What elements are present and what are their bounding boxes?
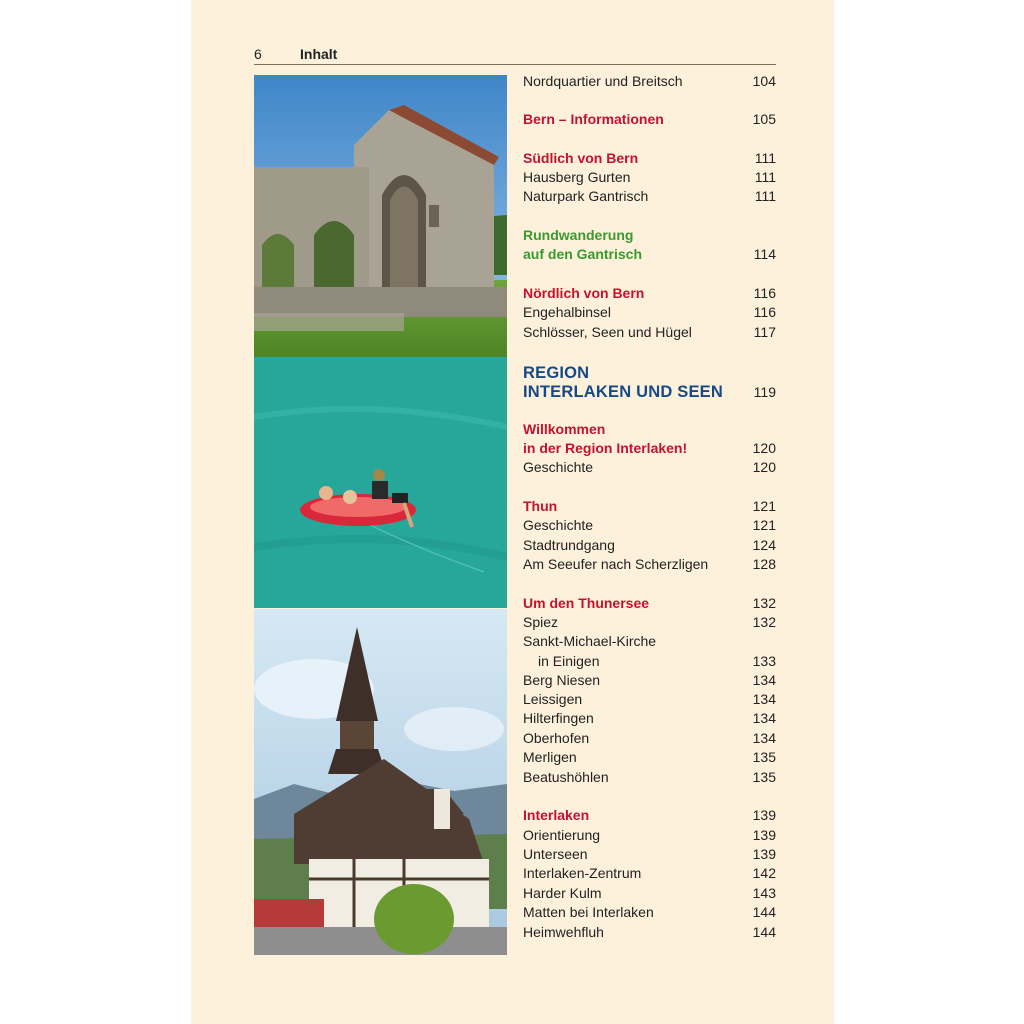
toc-entry-label: Harder Kulm xyxy=(523,885,602,901)
toc-row xyxy=(523,826,776,845)
toc-row xyxy=(523,149,776,168)
toc-entry-page: 105 xyxy=(752,111,776,127)
toc-row xyxy=(523,903,776,922)
toc-entry-label: Naturpark Gantrisch xyxy=(523,188,649,204)
toc-entry-label: Schlösser, Seen und Hügel xyxy=(523,324,692,340)
toc-entry-page: 116 xyxy=(753,285,776,301)
toc-entry-label: in Einigen xyxy=(538,653,600,669)
toc-entry-label: Spiez xyxy=(523,614,559,630)
toc-entry-page: 124 xyxy=(752,537,776,553)
toc-entry-label: Engehalbinsel xyxy=(523,304,611,320)
toc-entry-label: Merligen xyxy=(523,749,577,765)
toc-entry-page: 142 xyxy=(752,865,776,881)
toc-row xyxy=(523,226,776,245)
toc-entry-page: 104 xyxy=(752,73,776,89)
toc-entry-page: 116 xyxy=(753,304,776,320)
toc-row xyxy=(523,923,776,942)
toc-entry-label: Beatushöhlen xyxy=(523,769,609,785)
photo-raft-lake xyxy=(254,357,507,608)
toc-entry-page: 120 xyxy=(752,459,776,475)
toc-row xyxy=(523,806,776,825)
toc-entry-label: Thun xyxy=(523,498,558,514)
toc-entry-page: 143 xyxy=(752,885,776,901)
toc-row xyxy=(523,72,776,91)
toc-entry-label: Geschichte xyxy=(523,517,594,533)
toc-entry-label: Geschichte xyxy=(523,459,594,475)
toc-entry-label: INTERLAKEN UND SEEN xyxy=(523,383,723,401)
toc-entry-page: 121 xyxy=(752,517,776,533)
toc-row xyxy=(523,303,776,322)
toc-entry-page: 114 xyxy=(753,246,776,262)
toc-entry-page: 128 xyxy=(752,556,776,572)
toc-entry-label: Matten bei Interlaken xyxy=(523,904,654,920)
toc-row xyxy=(523,884,776,903)
toc-entry-page: 132 xyxy=(752,595,776,611)
toc-row xyxy=(523,652,776,671)
toc-row xyxy=(523,709,776,728)
toc-entry-label: Rundwanderung xyxy=(523,227,634,243)
toc-row xyxy=(523,729,776,748)
toc-entry-page: 117 xyxy=(753,324,776,340)
toc-entry-label: Orientierung xyxy=(523,827,601,843)
toc-row xyxy=(523,497,776,516)
toc-row xyxy=(523,245,776,264)
toc-row xyxy=(523,845,776,864)
toc-entry-page: 139 xyxy=(752,807,776,823)
toc-entry-page: 135 xyxy=(752,769,776,785)
toc-entry-page: 111 xyxy=(754,188,776,204)
toc-row xyxy=(523,768,776,787)
toc-entry-page: 120 xyxy=(752,440,776,456)
toc-entry-page: 139 xyxy=(752,827,776,843)
toc-entry-label: Leissigen xyxy=(523,691,583,707)
toc-entry-page: 144 xyxy=(752,924,776,940)
photo-church-spire xyxy=(254,609,507,955)
toc-entry-label: Südlich von Bern xyxy=(523,150,639,166)
toc-entry-label: Hilterfingen xyxy=(523,710,594,726)
toc-entry-label: Sankt-Michael-Kirche xyxy=(523,633,657,649)
toc-entry-label: Bern – Informationen xyxy=(523,111,664,127)
toc-entry-page: 119 xyxy=(753,384,776,400)
toc-row xyxy=(523,671,776,690)
toc-row xyxy=(523,613,776,632)
toc-entry-label: Nordquartier und Breitsch xyxy=(523,73,683,89)
toc-row xyxy=(523,364,776,383)
toc-entry-page: 121 xyxy=(752,498,776,514)
toc-row xyxy=(523,748,776,767)
toc-entry-label: Nördlich von Bern xyxy=(523,285,645,301)
photo-chapel-ruin xyxy=(254,75,507,357)
toc-entry-page: 134 xyxy=(752,710,776,726)
page-header xyxy=(254,44,776,65)
page-number: 6 xyxy=(254,46,262,62)
toc-row xyxy=(523,187,776,206)
toc-entry-label: Um den Thunersee xyxy=(523,595,650,611)
toc-entry-label: Oberhofen xyxy=(523,730,590,746)
toc-entry-label: Stadtrundgang xyxy=(523,537,615,553)
toc-row xyxy=(523,439,776,458)
toc-row xyxy=(523,284,776,303)
toc-row xyxy=(523,594,776,613)
toc-entry-label: Am Seeufer nach Scherzligen xyxy=(523,556,709,572)
toc-row xyxy=(523,168,776,187)
toc-entry-page: 134 xyxy=(752,730,776,746)
toc-entry-page: 134 xyxy=(752,672,776,688)
toc-entry-page: 133 xyxy=(752,653,776,669)
toc-entry-label: in der Region Interlaken! xyxy=(523,440,688,456)
toc-row xyxy=(523,555,776,574)
toc-row xyxy=(523,690,776,709)
toc-entry-label: Hausberg Gurten xyxy=(523,169,631,185)
toc-entry-label: Interlaken-Zentrum xyxy=(523,865,642,881)
toc-row xyxy=(523,864,776,883)
toc-row xyxy=(523,323,776,342)
toc-entry-page: 135 xyxy=(752,749,776,765)
toc-entry-label: Willkommen xyxy=(523,421,606,437)
toc-row xyxy=(523,420,776,439)
toc-entry-label: Interlaken xyxy=(523,807,590,823)
toc-entry-label: REGION xyxy=(523,364,590,382)
toc-entry-label: Heimwehfluh xyxy=(523,924,604,940)
toc-row xyxy=(523,536,776,555)
toc-row xyxy=(523,458,776,477)
page-title: Inhalt xyxy=(300,46,338,62)
toc-entry-page: 144 xyxy=(752,904,776,920)
toc-row xyxy=(523,110,776,129)
toc-row xyxy=(523,383,776,402)
toc-entry-page: 132 xyxy=(752,614,776,630)
toc-entry-page: 111 xyxy=(754,169,776,185)
toc-entry-page: 139 xyxy=(752,846,776,862)
toc-entry-label: Berg Niesen xyxy=(523,672,601,688)
toc-row xyxy=(523,632,776,651)
toc-entry-label: auf den Gantrisch xyxy=(523,246,643,262)
toc-entry-page: 134 xyxy=(752,691,776,707)
toc-entry-page: 111 xyxy=(754,150,776,166)
toc-entry-label: Unterseen xyxy=(523,846,588,862)
toc-row xyxy=(523,516,776,535)
